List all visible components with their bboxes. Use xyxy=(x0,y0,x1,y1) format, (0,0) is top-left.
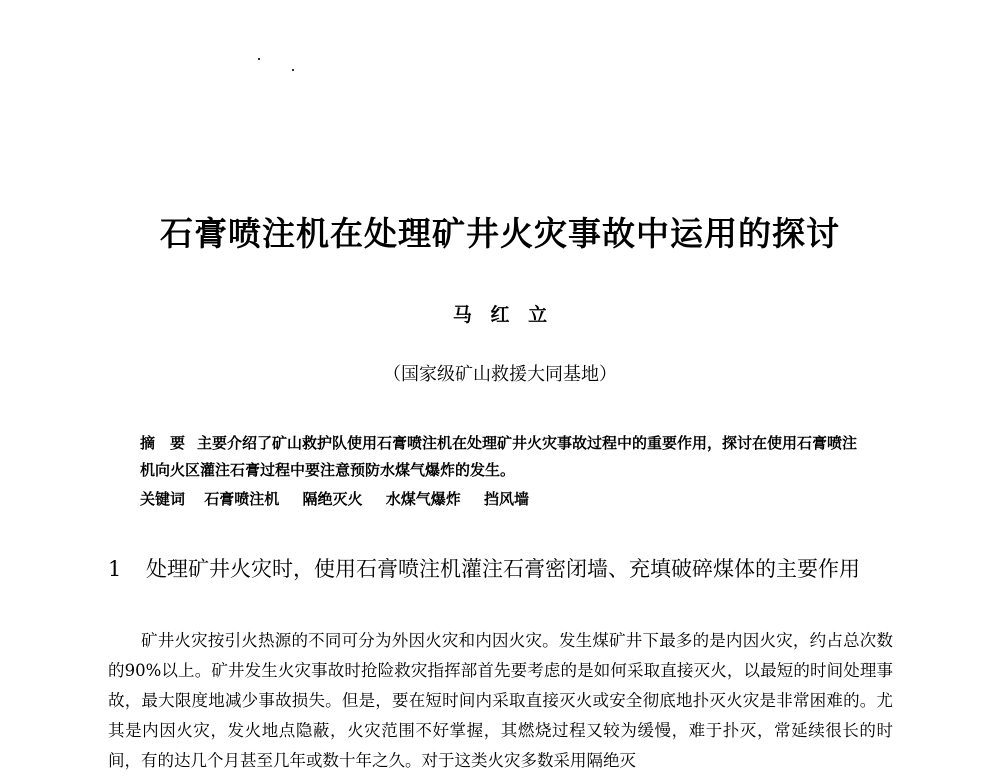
author-name: 马 红 立 xyxy=(452,304,548,326)
section-number: 1 xyxy=(108,557,122,581)
abstract xyxy=(140,430,860,484)
affiliation: （国家级矿山救援大同基地） xyxy=(383,364,617,385)
section-title: 处理矿井火灾时，使用石膏喷注机灌注石膏密闭墙、充填破碎煤体的主要作用 xyxy=(146,557,860,581)
keyword: 石膏喷注机 xyxy=(204,490,280,508)
scan-specks xyxy=(258,58,298,74)
keywords-label: 关键词 xyxy=(140,490,186,508)
keyword: 隔绝灭火 xyxy=(302,490,363,508)
abstract-label: 摘 要 xyxy=(140,434,186,452)
abstract-text: 主要介绍了矿山救护队使用石膏喷注机在处理矿井火灾事故过程中的重要作用，探讨在使用石膏喷注机向火区灌注石膏过程中要注意预防水煤气爆炸的发生。 xyxy=(140,434,858,479)
keywords xyxy=(140,488,860,509)
paper-title: 石膏喷注机在处理矿井火灾事故中运用的探讨 xyxy=(160,214,840,253)
keyword: 挡风墙 xyxy=(484,490,530,508)
section-heading xyxy=(108,552,898,586)
keyword: 水煤气爆炸 xyxy=(385,490,461,508)
body-paragraph: 矿井火灾按引火热源的不同可分为外因火灾和内因火灾。发生煤矿井下最多的是内因火灾，约占总次数的90%以上。矿井发生火灾事故时抢险救灾指挥部首先要考虑的是如何采取直接灭火，以最短的时间处理事故，最大限度地减少事故损失。但是，要在短时间内采取直接灭火或安全彻底地扑灭火灾是非常困难的。尤其是内因火灾，发火地点隐蔽，火灾范围不好掌握，其燃烧过程又较为缓慢，难于扑灭，常延续很长的时间，有的达几个月甚至几年或数十年之久。对于这类火灾多数采用隔绝灭 xyxy=(108,631,893,770)
